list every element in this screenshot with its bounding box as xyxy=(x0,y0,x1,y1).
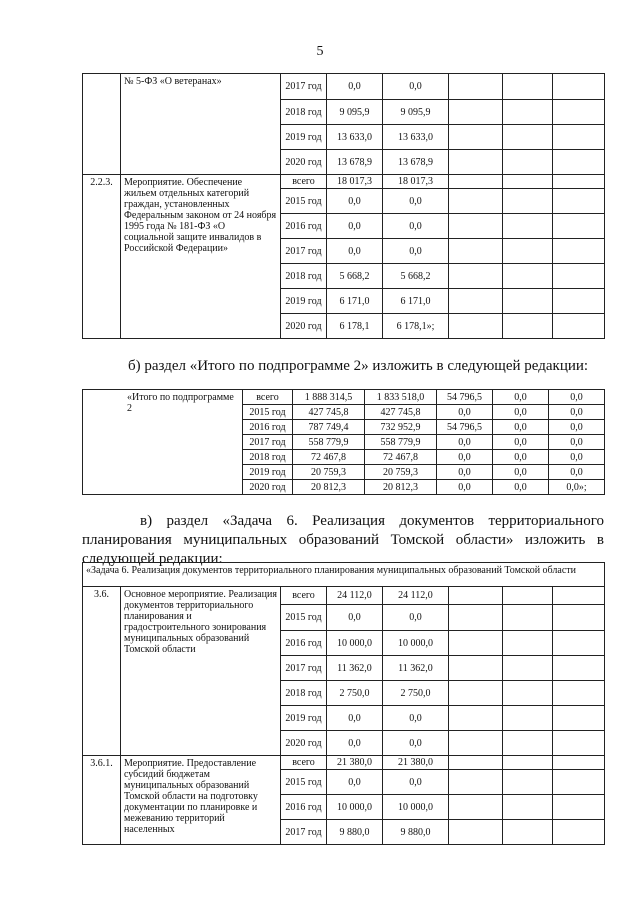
item-code: 2.2.3. xyxy=(83,175,121,339)
table-row: 2018 год 9 095,9 9 095,9 xyxy=(83,100,605,125)
table-task-6 xyxy=(82,562,605,845)
table-row: 2019 год 6 171,0 6 171,0 xyxy=(83,289,605,314)
table-row: 2017 год 11 362,0 11 362,0 xyxy=(83,656,605,681)
table-row: 2019 год 13 633,0 13 633,0 xyxy=(83,125,605,150)
item-description: Мероприятие. Предоставление субсидий бюджетам муниципальных образований Томской области на подготовку документации по планировке и межеванию территорий населенных xyxy=(121,756,281,845)
table-row: 2015 год 0,0 0,0 xyxy=(83,605,605,631)
table-row: 2019 год 20 759,3 20 759,3 0,0 0,0 0,0 xyxy=(83,465,605,480)
table-row: 2015 год 0,0 0,0 xyxy=(83,770,605,795)
table-row: 2020 год 20 812,3 20 812,3 0,0 0,0 0,0»; xyxy=(83,480,605,495)
table-row: 2020 год 13 678,9 13 678,9 xyxy=(83,150,605,175)
paragraph-c: в) раздел «Задача 6. Реализация документов территориального планирования муниципальных образований Томской области» изложить в следующей редакции: xyxy=(82,513,604,567)
table-row: 2016 год 0,0 0,0 xyxy=(83,214,605,239)
table-row: 2018 год 2 750,0 2 750,0 xyxy=(83,681,605,706)
table-row: 2018 год 72 467,8 72 467,8 0,0 0,0 0,0 xyxy=(83,450,605,465)
item-code: 3.6. xyxy=(83,587,121,756)
table-row: 2017 год 558 779,9 558 779,9 0,0 0,0 0,0 xyxy=(83,435,605,450)
table-row: «Итого по подпрограмме 2 всего 1 888 314,5 1 833 518,0 54 796,5 0,0 0,0 xyxy=(83,390,605,405)
total-title: «Итого по подпрограмме 2 xyxy=(83,390,243,495)
table-header-row xyxy=(83,563,605,587)
table-row: 3.6. Основное мероприятие. Реализация документов территориального планирования и градостроительного зонирования муниципальных образований Томской области всего 24 112,0 24 112,0 xyxy=(83,587,605,605)
task-header: «Задача 6. Реализация документов территориального планирования муниципальных образований Томской области xyxy=(83,563,605,587)
table-row: 2020 год 6 178,1 6 178,1»; xyxy=(83,314,605,339)
table-row: 3.6.1. Мероприятие. Предоставление субсидий бюджетам муниципальных образований Томской области на подготовку документации по планировке и межеванию территорий населенных всего 21 380,0 21 380,0 xyxy=(83,756,605,770)
item-description: Мероприятие. Обеспечение жильем отдельных категорий граждан, установленных Федеральным законом от 24 ноября 1995 года № 181-ФЗ «О социальной защите инвалидов в Российской Федерации» xyxy=(121,175,281,339)
table-row: 2020 год 0,0 0,0 xyxy=(83,731,605,756)
item-description: № 5-ФЗ «О ветеранах» xyxy=(121,74,281,175)
page-number: 5 xyxy=(316,44,324,59)
table-row: 2019 год 0,0 0,0 xyxy=(83,706,605,731)
table-row: № 5-ФЗ «О ветеранах» 2017 год 0,0 0,0 xyxy=(83,74,605,100)
table-row: 2015 год 0,0 0,0 xyxy=(83,189,605,214)
table-row: 2.2.3. Мероприятие. Обеспечение жильем отдельных категорий граждан, установленных Федеральным законом от 24 ноября 1995 года № 181-ФЗ «О социальной защите инвалидов в Российской Федерации» всего 18 017,3 18 017,3 xyxy=(83,175,605,189)
table-row: 2016 год 10 000,0 10 000,0 xyxy=(83,631,605,656)
table-row: 2016 год 10 000,0 10 000,0 xyxy=(83,795,605,820)
item-description: Основное мероприятие. Реализация документов территориального планирования и градостроительного зонирования муниципальных образований Томской области xyxy=(121,587,281,756)
item-code: 3.6.1. xyxy=(83,756,121,845)
table-row: 2017 год 9 880,0 9 880,0 xyxy=(83,820,605,845)
table-row: 2016 год 787 749,4 732 952,9 54 796,5 0,0 0,0 xyxy=(83,420,605,435)
paragraph-b: б) раздел «Итого по подпрограмме 2» изложить в следующей редакции: xyxy=(128,358,589,374)
table-subprogram-2-total xyxy=(82,389,605,495)
table-subprogram-2-items xyxy=(82,73,605,339)
table-row: 2015 год 427 745,8 427 745,8 0,0 0,0 0,0 xyxy=(83,405,605,420)
table-row: 2017 год 0,0 0,0 xyxy=(83,239,605,264)
table-row: 2018 год 5 668,2 5 668,2 xyxy=(83,264,605,289)
